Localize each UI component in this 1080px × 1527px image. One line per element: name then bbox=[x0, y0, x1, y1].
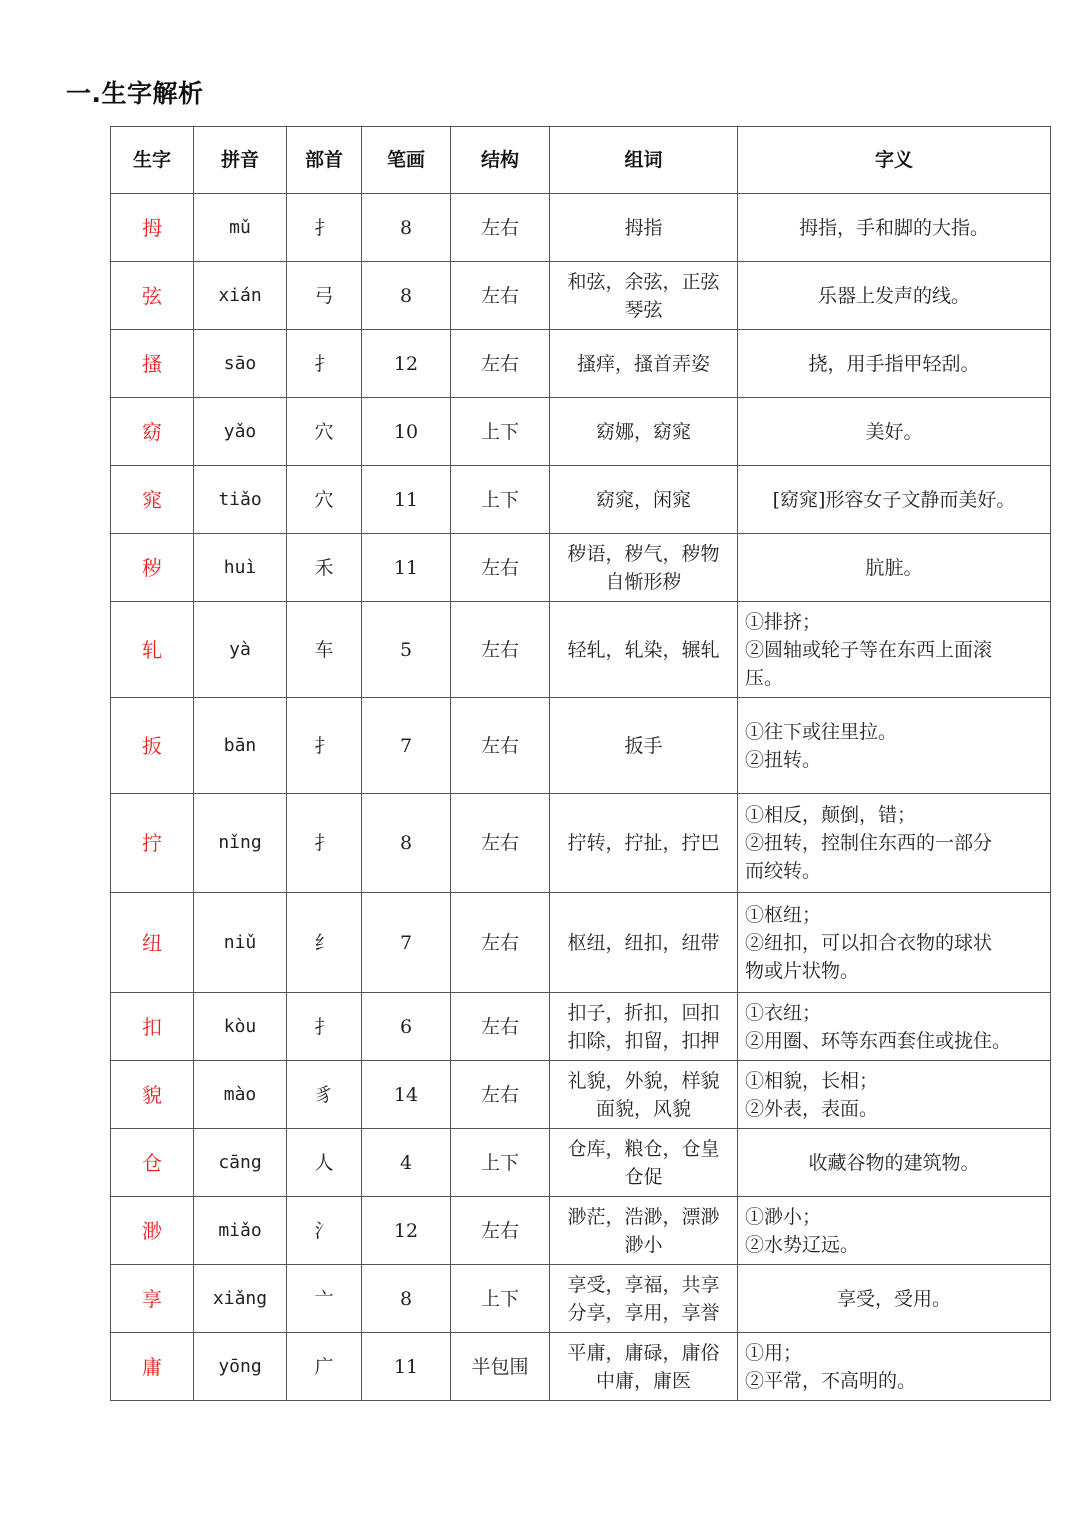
words-line: 拧转，拧扯，拧巴 bbox=[567, 832, 720, 854]
words-line: 中庸，庸医 bbox=[595, 1369, 691, 1392]
words-cell bbox=[550, 398, 738, 466]
meaning-line: 肮脏。 bbox=[865, 556, 923, 579]
words-cell bbox=[550, 1061, 738, 1129]
pinyin-cell: mǔ bbox=[194, 194, 287, 262]
radical-cell: 扌 bbox=[287, 698, 362, 794]
meaning-line: ①排挤； bbox=[745, 610, 822, 633]
meaning-cell bbox=[738, 330, 1051, 398]
table-row bbox=[111, 1265, 1051, 1333]
char-cell: 拇 bbox=[111, 194, 194, 262]
pinyin-cell: xiǎng bbox=[194, 1265, 287, 1333]
table-row bbox=[111, 698, 1051, 794]
meaning-cell bbox=[738, 194, 1051, 262]
meaning-line: 压。 bbox=[745, 666, 784, 689]
strokes-cell: 8 bbox=[362, 794, 451, 893]
pinyin-cell: niǔ bbox=[194, 893, 287, 993]
meaning-line: 收藏谷物的建筑物。 bbox=[808, 1151, 980, 1174]
strokes-cell: 8 bbox=[362, 262, 451, 330]
meaning-line: ①用； bbox=[745, 1341, 803, 1364]
header-strokes: 笔画 bbox=[362, 127, 451, 194]
radical-cell: 穴 bbox=[287, 398, 362, 466]
meaning-line: ①衣纽； bbox=[745, 1001, 822, 1024]
char-cell: 享 bbox=[111, 1265, 194, 1333]
words-line: 礼貌，外貌，样貌 bbox=[567, 1069, 720, 1092]
strokes-cell: 12 bbox=[362, 1197, 451, 1265]
vocabulary-table bbox=[110, 126, 1051, 1401]
pinyin-cell: bān bbox=[194, 698, 287, 794]
meaning-line: ②扭转。 bbox=[745, 748, 822, 771]
meaning-line: ①渺小； bbox=[745, 1205, 822, 1228]
header-char: 生字 bbox=[111, 127, 194, 194]
words-cell bbox=[550, 194, 738, 262]
structure-cell: 左右 bbox=[451, 993, 550, 1061]
table-row bbox=[111, 466, 1051, 534]
char-cell: 庸 bbox=[111, 1333, 194, 1401]
strokes-cell: 5 bbox=[362, 602, 451, 698]
table-row bbox=[111, 262, 1051, 330]
words-cell bbox=[550, 466, 738, 534]
header-structure: 结构 bbox=[451, 127, 550, 194]
words-line: 平庸，庸碌，庸俗 bbox=[567, 1341, 720, 1364]
meaning-line: [窈窕]形容女子文静而美好。 bbox=[772, 488, 1016, 511]
pinyin-cell: nǐng bbox=[194, 794, 287, 893]
meaning-cell bbox=[738, 398, 1051, 466]
pinyin-cell: kòu bbox=[194, 993, 287, 1061]
meaning-line: ②纽扣，可以扣合衣物的球状 bbox=[745, 931, 993, 954]
char-cell: 搔 bbox=[111, 330, 194, 398]
radical-cell: 弓 bbox=[287, 262, 362, 330]
structure-cell: 左右 bbox=[451, 534, 550, 602]
char-cell: 扳 bbox=[111, 698, 194, 794]
pinyin-cell: tiǎo bbox=[194, 466, 287, 534]
pinyin-cell: mào bbox=[194, 1061, 287, 1129]
char-cell: 轧 bbox=[111, 602, 194, 698]
words-line: 渺茫，浩渺，漂渺 bbox=[567, 1205, 720, 1228]
strokes-cell: 7 bbox=[362, 893, 451, 993]
pinyin-cell: xián bbox=[194, 262, 287, 330]
meaning-line: ①枢纽； bbox=[745, 903, 822, 926]
words-line: 仓库，粮仓，仓皇 bbox=[567, 1137, 720, 1160]
pinyin-cell: huì bbox=[194, 534, 287, 602]
meaning-line: 物或片状物。 bbox=[745, 959, 860, 982]
words-line: 拇指 bbox=[624, 216, 663, 239]
words-line: 扳手 bbox=[624, 734, 663, 757]
meaning-cell bbox=[738, 534, 1051, 602]
table-body bbox=[111, 194, 1051, 1401]
strokes-cell: 11 bbox=[362, 466, 451, 534]
meaning-line: 美好。 bbox=[865, 420, 923, 443]
words-cell bbox=[550, 794, 738, 893]
words-line: 扣除，扣留，扣押 bbox=[567, 1029, 720, 1052]
words-line: 琴弦 bbox=[624, 298, 663, 321]
header-row bbox=[111, 127, 1051, 194]
meaning-line: ②扭转，控制住东西的一部分 bbox=[745, 832, 993, 854]
char-cell: 扣 bbox=[111, 993, 194, 1061]
radical-cell: 扌 bbox=[287, 330, 362, 398]
structure-cell: 半包围 bbox=[451, 1333, 550, 1401]
char-cell: 仓 bbox=[111, 1129, 194, 1197]
words-line: 扣子，折扣，回扣 bbox=[567, 1001, 720, 1024]
strokes-cell: 4 bbox=[362, 1129, 451, 1197]
meaning-line: ②平常，不高明的。 bbox=[745, 1369, 917, 1392]
table-row bbox=[111, 1333, 1051, 1401]
meaning-line: ①往下或往里拉。 bbox=[745, 720, 898, 743]
structure-cell: 左右 bbox=[451, 194, 550, 262]
structure-cell: 左右 bbox=[451, 1061, 550, 1129]
meaning-line: ②外表，表面。 bbox=[745, 1097, 879, 1120]
radical-cell: 豸 bbox=[287, 1061, 362, 1129]
words-cell bbox=[550, 1197, 738, 1265]
table-row bbox=[111, 794, 1051, 893]
strokes-cell: 11 bbox=[362, 534, 451, 602]
char-cell: 窕 bbox=[111, 466, 194, 534]
words-cell bbox=[550, 330, 738, 398]
strokes-cell: 12 bbox=[362, 330, 451, 398]
meaning-line: ①相貌，长相； bbox=[745, 1069, 879, 1092]
structure-cell: 上下 bbox=[451, 398, 550, 466]
section-title: 一.生字解析 bbox=[66, 79, 204, 108]
meaning-line: ②圆轴或轮子等在东西上面滚 bbox=[745, 638, 993, 661]
words-line: 自惭形秽 bbox=[605, 570, 682, 593]
char-cell: 貌 bbox=[111, 1061, 194, 1129]
meaning-cell bbox=[738, 1333, 1051, 1401]
strokes-cell: 11 bbox=[362, 1333, 451, 1401]
words-line: 轻轧，轧染，辗轧 bbox=[567, 638, 720, 661]
table-row bbox=[111, 602, 1051, 698]
words-cell bbox=[550, 893, 738, 993]
structure-cell: 上下 bbox=[451, 466, 550, 534]
words-line: 和弦，余弦，正弦 bbox=[567, 270, 720, 293]
meaning-cell bbox=[738, 466, 1051, 534]
char-cell: 弦 bbox=[111, 262, 194, 330]
table-row bbox=[111, 398, 1051, 466]
words-cell bbox=[550, 602, 738, 698]
words-cell bbox=[550, 262, 738, 330]
words-line: 享受，享福，共享 bbox=[567, 1273, 720, 1296]
meaning-cell bbox=[738, 1197, 1051, 1265]
words-cell bbox=[550, 698, 738, 794]
radical-cell: 人 bbox=[287, 1129, 362, 1197]
char-cell: 纽 bbox=[111, 893, 194, 993]
meaning-cell bbox=[738, 698, 1051, 794]
meaning-line: ①相反，颠倒，错； bbox=[745, 804, 917, 826]
structure-cell: 上下 bbox=[451, 1129, 550, 1197]
pinyin-cell: yǎo bbox=[194, 398, 287, 466]
char-cell: 秽 bbox=[111, 534, 194, 602]
table-row bbox=[111, 993, 1051, 1061]
meaning-line: 享受，受用。 bbox=[836, 1287, 951, 1310]
table-row bbox=[111, 194, 1051, 262]
radical-cell: 扌 bbox=[287, 794, 362, 893]
meaning-cell bbox=[738, 993, 1051, 1061]
header-pinyin: 拼音 bbox=[194, 127, 287, 194]
words-cell bbox=[550, 1333, 738, 1401]
pinyin-cell: cāng bbox=[194, 1129, 287, 1197]
table-row bbox=[111, 893, 1051, 993]
words-line: 搔痒，搔首弄姿 bbox=[576, 352, 710, 375]
words-line: 秽语，秽气，秽物 bbox=[567, 542, 720, 565]
meaning-cell bbox=[738, 794, 1051, 893]
pinyin-cell: yōng bbox=[194, 1333, 287, 1401]
structure-cell: 左右 bbox=[451, 262, 550, 330]
words-line: 分享，享用，享誉 bbox=[567, 1301, 720, 1324]
radical-cell: 广 bbox=[287, 1333, 362, 1401]
words-line: 枢纽，纽扣，纽带 bbox=[567, 931, 720, 954]
structure-cell: 上下 bbox=[451, 1265, 550, 1333]
radical-cell: 亠 bbox=[287, 1265, 362, 1333]
radical-cell: 扌 bbox=[287, 993, 362, 1061]
meaning-line: 拇指，手和脚的大指。 bbox=[798, 216, 989, 239]
words-line: 窈娜，窈窕 bbox=[595, 420, 691, 443]
words-cell bbox=[550, 1265, 738, 1333]
meaning-line: ②用圈、环等东西套住或拢住。 bbox=[745, 1029, 1012, 1052]
strokes-cell: 8 bbox=[362, 194, 451, 262]
strokes-cell: 7 bbox=[362, 698, 451, 794]
structure-cell: 左右 bbox=[451, 330, 550, 398]
table-row bbox=[111, 1061, 1051, 1129]
header-meaning: 字义 bbox=[738, 127, 1051, 194]
meaning-cell bbox=[738, 602, 1051, 698]
words-line: 窈窕，闲窕 bbox=[595, 488, 691, 511]
meaning-line: 挠，用手指甲轻刮。 bbox=[808, 352, 980, 375]
header-words: 组词 bbox=[550, 127, 738, 194]
radical-cell: 穴 bbox=[287, 466, 362, 534]
table-row bbox=[111, 1197, 1051, 1265]
meaning-cell bbox=[738, 262, 1051, 330]
table-row bbox=[111, 330, 1051, 398]
strokes-cell: 8 bbox=[362, 1265, 451, 1333]
words-line: 面貌，风貌 bbox=[595, 1097, 691, 1120]
meaning-cell bbox=[738, 1129, 1051, 1197]
structure-cell: 左右 bbox=[451, 794, 550, 893]
words-cell bbox=[550, 534, 738, 602]
words-cell bbox=[550, 1129, 738, 1197]
table-row bbox=[111, 534, 1051, 602]
meaning-line: 乐器上发声的线。 bbox=[817, 284, 970, 307]
char-cell: 拧 bbox=[111, 794, 194, 893]
meaning-cell bbox=[738, 1265, 1051, 1333]
pinyin-cell: miǎo bbox=[194, 1197, 287, 1265]
meaning-cell bbox=[738, 1061, 1051, 1129]
structure-cell: 左右 bbox=[451, 893, 550, 993]
structure-cell: 左右 bbox=[451, 602, 550, 698]
meaning-line: ②水势辽远。 bbox=[745, 1233, 860, 1256]
words-cell bbox=[550, 993, 738, 1061]
radical-cell: 车 bbox=[287, 602, 362, 698]
words-line: 渺小 bbox=[624, 1233, 663, 1256]
meaning-cell bbox=[738, 893, 1051, 993]
strokes-cell: 14 bbox=[362, 1061, 451, 1129]
pinyin-cell: sāo bbox=[194, 330, 287, 398]
table-row bbox=[111, 1129, 1051, 1197]
strokes-cell: 10 bbox=[362, 398, 451, 466]
char-cell: 窈 bbox=[111, 398, 194, 466]
radical-cell: 纟 bbox=[287, 893, 362, 993]
pinyin-cell: yà bbox=[194, 602, 287, 698]
char-cell: 渺 bbox=[111, 1197, 194, 1265]
radical-cell: 扌 bbox=[287, 194, 362, 262]
meaning-line: 而绞转。 bbox=[745, 860, 822, 882]
radical-cell: 禾 bbox=[287, 534, 362, 602]
structure-cell: 左右 bbox=[451, 698, 550, 794]
strokes-cell: 6 bbox=[362, 993, 451, 1061]
header-radical: 部首 bbox=[287, 127, 362, 194]
words-line: 仓促 bbox=[624, 1165, 663, 1188]
radical-cell: 氵 bbox=[287, 1197, 362, 1265]
structure-cell: 左右 bbox=[451, 1197, 550, 1265]
